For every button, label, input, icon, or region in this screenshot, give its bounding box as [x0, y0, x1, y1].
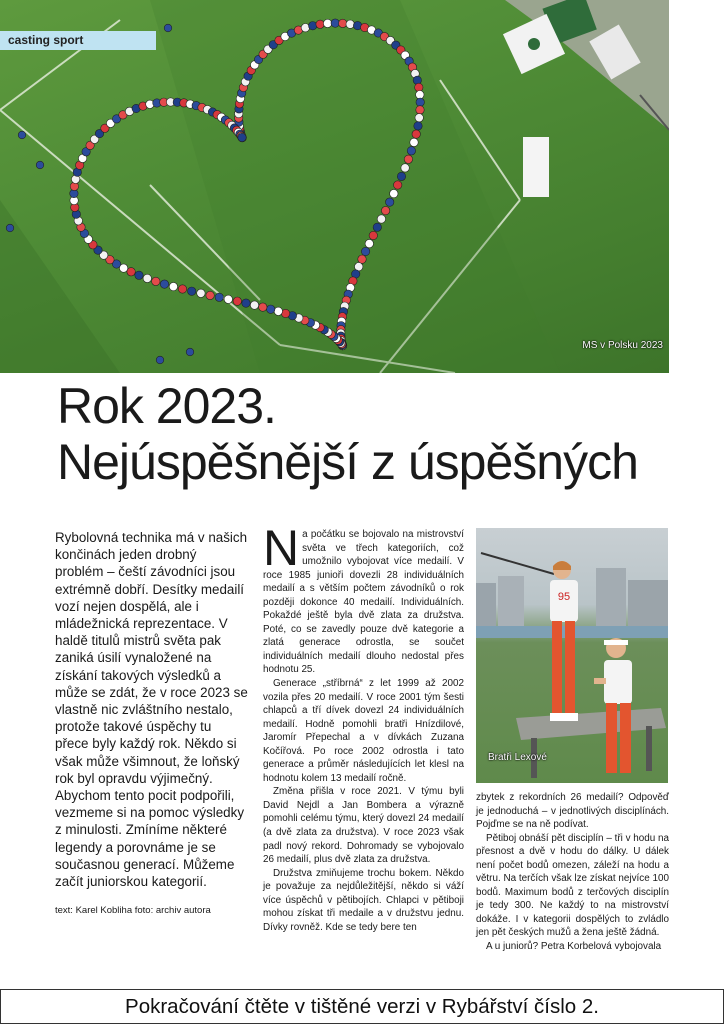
person-dot [238, 133, 246, 141]
person-dot [36, 161, 44, 169]
person-dot [416, 106, 424, 114]
person-dot [416, 98, 424, 106]
person-dot [377, 215, 385, 223]
person-dot [415, 114, 423, 122]
article-paragraph: Změna přišla v roce 2021. V týmu byli David Nejdl a Jan Bombera a výrazně pomohli celému týmu, který dovezl 24 medailí (a dvě zlata za družstva). V roce 2023 však padl nový rekord. Dohromady se vybojovalo 26 medailí, plus dvě zlata za družstva. [263, 786, 464, 866]
person-dot [6, 224, 14, 232]
person-dot [164, 24, 172, 32]
person-dot [267, 305, 275, 313]
lead-paragraph [55, 529, 248, 890]
brothers-caption: Bratři Lexové [488, 752, 547, 763]
person-dot [215, 293, 223, 301]
margin-strip [669, 0, 724, 373]
person-dot [186, 348, 194, 356]
person-dot [397, 172, 405, 180]
continuation-banner: Pokračování čtěte v tištěné verzi v Rybářství číslo 2. [0, 989, 724, 1024]
person-dot [188, 287, 196, 295]
person-dot [250, 301, 258, 309]
person-dot [331, 19, 339, 27]
person-dot [346, 20, 354, 28]
person-dot [169, 282, 177, 290]
person-dot [160, 280, 168, 288]
hero-caption: MS v Polsku 2023 [582, 340, 663, 351]
headline-line-1: Rok 2023. [57, 378, 276, 434]
person-dot [407, 147, 415, 155]
byline: text: Karel Kobliha foto: archiv autora [55, 905, 211, 916]
person-dot [404, 155, 412, 163]
person-dot [416, 91, 424, 99]
person-dot [316, 20, 324, 28]
person-dot [323, 19, 331, 27]
person-dot [18, 131, 26, 139]
person-dot [197, 289, 205, 297]
paragraph-text: a počátku se bojovalo na mistrovství světa ve třech kategoriích, což umožnilo vybojovat více medailí. V roce 1985 junioři dovezli 28 individuálních medailí a s větším počtem závodníků o rok později dokonce 40 medailí. Individuálních. Pokaždé ještě byla dvě zlata za družstva. Poté, co se zavedly pouze dvě kategorie a zlatá generace odrostla, se součet individuálních medailí dlouho nedostal přes hodnotu 25. [263, 529, 464, 676]
person-dot [143, 274, 151, 282]
person-dot [365, 239, 373, 247]
article-paragraph: A u juniorů? Petra Korbelová vybojovala [486, 941, 662, 953]
person-dot [414, 122, 422, 130]
person-dot [381, 206, 389, 214]
person-dot [361, 247, 369, 255]
person-dot [390, 189, 398, 197]
brothers-illustration [476, 528, 668, 783]
person-dot [410, 138, 418, 146]
article-paragraph: zbytek z rekordních 26 medailí? Odpověď je jednoduchá – v jednotlivých disciplínách. Pojďme se na ně podívat. [476, 792, 669, 831]
person-dot [386, 198, 394, 206]
person-dot [309, 22, 317, 30]
person-dot [206, 291, 214, 299]
person-dot [369, 231, 377, 239]
person-dot [412, 130, 420, 138]
person-dot [358, 255, 366, 263]
person-dot [178, 285, 186, 293]
person-dot [152, 277, 160, 285]
brothers-photo [476, 528, 668, 783]
article-column-1 [263, 520, 464, 934]
article-column-2 [476, 791, 669, 954]
section-tag: casting sport [0, 31, 156, 50]
person-dot [135, 271, 143, 279]
heart-formation [0, 0, 669, 373]
article-paragraph [263, 520, 464, 677]
person-dot [401, 164, 409, 172]
person-dot [339, 19, 347, 27]
person-dot [156, 356, 164, 364]
article-paragraph: Družstva zmiňujeme trochu bokem. Někdo je považuje za nejdůležitější, někdo si váží více úspěchů v pětibojích. Chlapci v pětiboji mohou získat tři medaile a v družstvu jednu. Dívky rovněž. Kde se tedy bere ten [263, 867, 464, 933]
person-dot [394, 181, 402, 189]
shirt-number: 95 [557, 591, 571, 603]
person-dot [127, 268, 135, 276]
article-paragraph: Generace „stříbrná“ z let 1999 až 2002 vozila přes 20 medailí. V roce 2001 tým šesti chlapců a tří dívek dovezl 24 individuálních medailí. Hodně pomohli bratři Hnízdilové, Jaromír Přepechal a v dívkách Zuzana Kočířová. Po roce 2002 odrostla i tato generace a průměr následujících let klesl na hodnotu kolem 13 medailí ročně. [263, 678, 464, 784]
hero-photo [0, 0, 669, 373]
person-dot [233, 297, 241, 305]
headline-line-2: Nejúspěšnější z úspěšných [57, 434, 638, 490]
lead-text: Rybolovná technika má v našich končinách jeden drobný problém – čeští závodníci jsou extrémně dobří. Desítky medailí vozí nejen dospělá, ale i mládežnická reprezentace. V haldě titulů mistrů světa pak zaniká úsilí vynaložené na získání takových výsledků a může se zdát, že v roce 2023 se vlastně nic zvláštního nestalo, protože takové úspěchy tu přece byly každý rok. Někdo si však může všimnout, že loňský rok byl opravdu výjimečný. Abychom tento pocit podpořili, vezmeme si na pomoc výsledky z minulosti. Zmíníme některé legendy a porovnáme je se současnou generací. Můžeme začít juniorskou kategorií. [55, 530, 248, 890]
person-dot [259, 303, 267, 311]
person-dot [242, 299, 250, 307]
article-paragraph: Pětiboj obnáší pět disciplín – tři v hodu na přesnost a dvě v hodu do dálky. U dálek není počet bodů omezen, záleží na hodu a větru. Na terčích však lze získat nejvíce 100 bodů. Maximum bodů z terčových disciplín je tedy 300. Ne každý to na mistrovství dokáže. I v kategorii dospělých to zvládlo jen pět českých mužů a žena ještě žádná. [476, 832, 669, 939]
person-dot [224, 295, 232, 303]
person-dot [373, 223, 381, 231]
headline [57, 378, 697, 490]
dropcap: N [263, 520, 300, 576]
person-dot [274, 307, 282, 315]
